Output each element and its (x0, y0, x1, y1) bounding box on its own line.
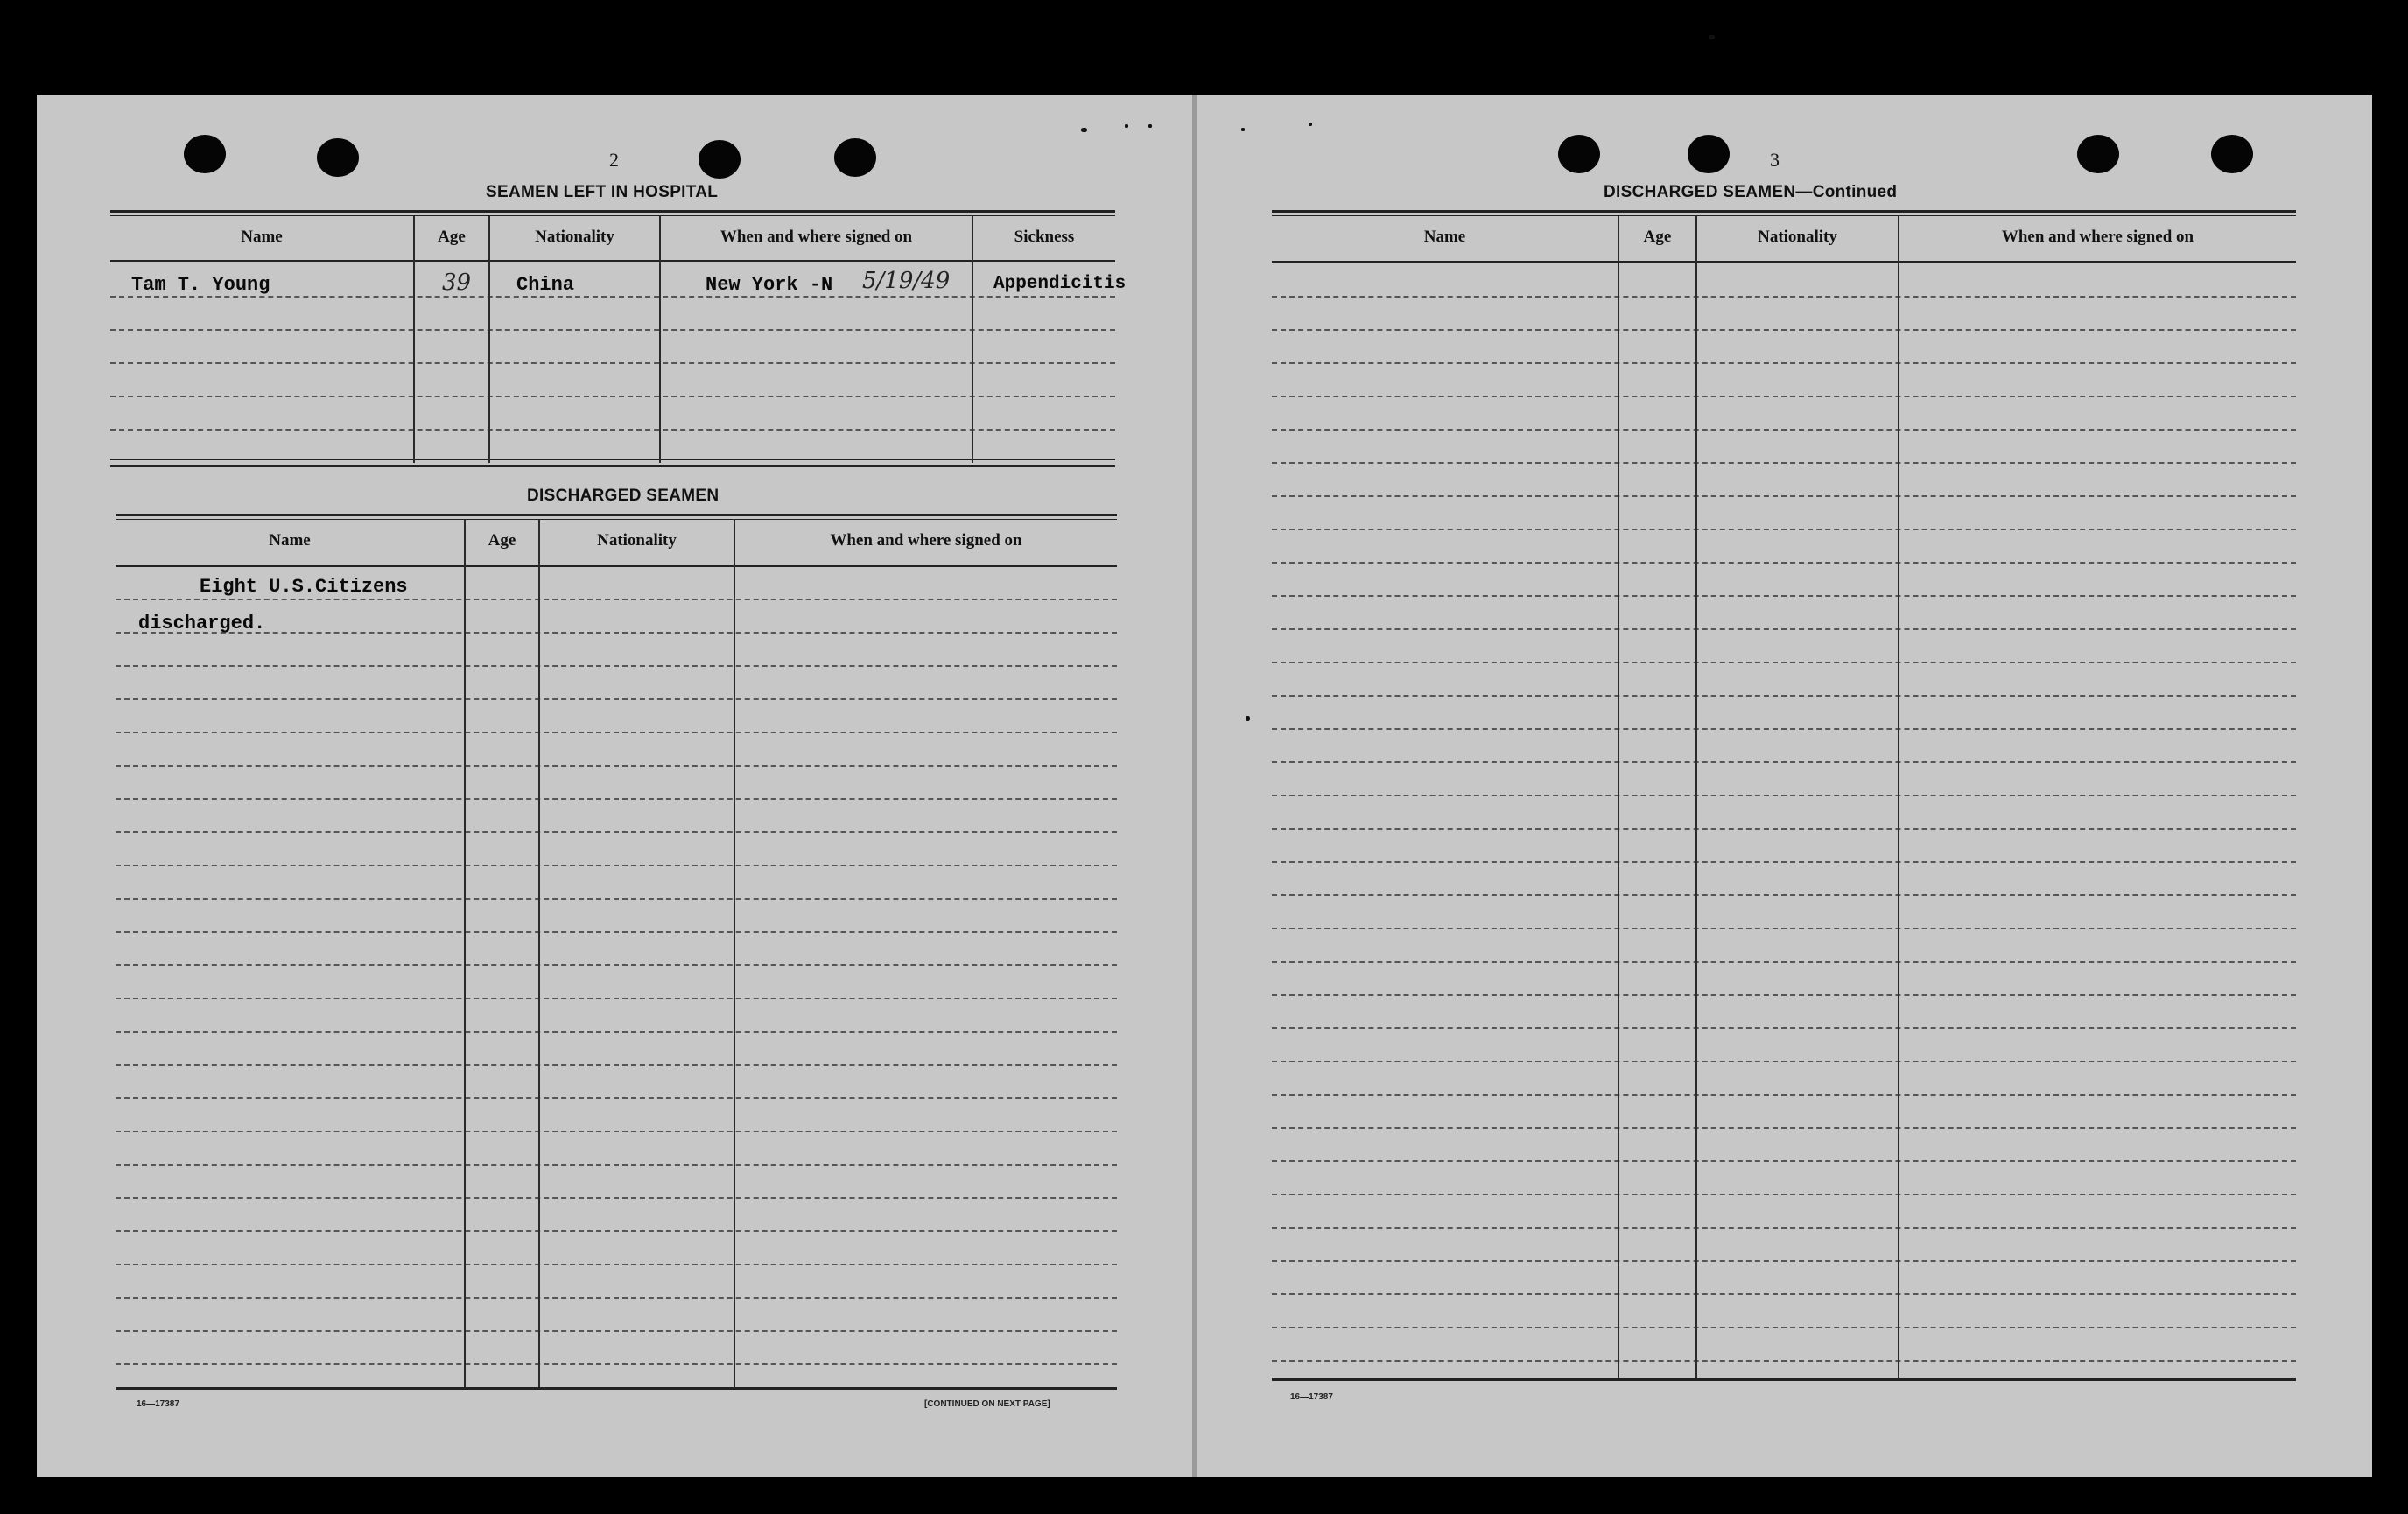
entry-line (1272, 662, 2296, 663)
discharged-continued-title: DISCHARGED SEAMEN—Continued (1604, 183, 1898, 201)
header-nationality: Nationality (597, 531, 677, 550)
entry-line (1272, 761, 2296, 763)
punch-hole (1558, 135, 1600, 173)
header-name: Name (269, 531, 311, 550)
hospital-entry-sickness: Appendicitis (993, 274, 1127, 294)
entry-line (1272, 296, 2296, 298)
entry-line (1272, 1027, 2296, 1029)
header-name: Name (1423, 228, 1466, 246)
column-divider (972, 216, 973, 463)
header-rule (1272, 261, 2296, 263)
column-divider (734, 520, 735, 1387)
column-divider (1618, 216, 1619, 1378)
punch-hole (1688, 135, 1730, 173)
scan-speck (1148, 124, 1152, 128)
entry-line (116, 1064, 1117, 1066)
entry-line (116, 1097, 1117, 1099)
entry-line (1272, 396, 2296, 397)
table-top-rule (1272, 210, 2296, 213)
table-top-rule (110, 215, 1115, 216)
entry-line (116, 765, 1117, 767)
entry-line (116, 732, 1117, 733)
hospital-section-title: SEAMEN LEFT IN HOSPITAL (486, 183, 719, 201)
page-number-left: 2 (609, 149, 619, 171)
hospital-entry-date: 5/19/49 (862, 268, 951, 294)
entry-line (1272, 329, 2296, 331)
entry-line (1272, 429, 2296, 431)
entry-line (1272, 1260, 2296, 1262)
entry-line (1272, 1194, 2296, 1195)
entry-line (1272, 1061, 2296, 1062)
hospital-entry-nationality: China (516, 274, 575, 296)
page-fold (1192, 95, 1197, 1477)
header-age: Age (1643, 228, 1672, 246)
entry-line (116, 1363, 1117, 1365)
entry-line (110, 329, 1115, 331)
entry-line (1272, 795, 2296, 796)
entry-line (1272, 362, 2296, 364)
scan-speck (1125, 124, 1128, 128)
header-sickness: Sickness (1014, 228, 1075, 246)
table-bottom-rule (110, 465, 1115, 467)
form-number-right: 16—17387 (1290, 1392, 1333, 1402)
scan-speck (1241, 128, 1245, 131)
entry-line (1272, 961, 2296, 963)
form-number-left: 16—17387 (137, 1399, 179, 1409)
entry-line (116, 1297, 1117, 1299)
table-bottom-rule (110, 459, 1115, 460)
header-nationality: Nationality (535, 228, 614, 246)
entry-line (116, 1230, 1117, 1232)
entry-line (1272, 1327, 2296, 1328)
entry-line (116, 865, 1117, 866)
entry-line (116, 998, 1117, 999)
entry-line (1272, 1127, 2296, 1129)
entry-line (1272, 1293, 2296, 1295)
scan-speck (1246, 716, 1250, 721)
entry-line (116, 1197, 1117, 1199)
column-divider (488, 216, 490, 463)
entry-line (1272, 1227, 2296, 1229)
entry-line (1272, 994, 2296, 996)
entry-line (1272, 861, 2296, 863)
entry-line (1272, 894, 2296, 896)
punch-hole (184, 135, 226, 173)
entry-line (116, 1031, 1117, 1033)
entry-line (1272, 628, 2296, 630)
entry-line (116, 798, 1117, 800)
entry-line (116, 1264, 1117, 1265)
entry-line (1272, 1160, 2296, 1162)
header-signed-on: When and where signed on (2001, 228, 2194, 246)
entry-line (116, 831, 1117, 833)
punch-hole (317, 138, 359, 177)
header-rule (116, 565, 1117, 567)
scan-speck (1081, 128, 1087, 132)
header-nationality: Nationality (1758, 228, 1837, 246)
table-top-rule (116, 514, 1117, 516)
entry-line (1272, 928, 2296, 929)
table-bottom-rule (1272, 1378, 2296, 1381)
entry-line (1272, 562, 2296, 564)
entry-line (1272, 495, 2296, 497)
scan-speck (1709, 35, 1715, 39)
punch-hole (2211, 135, 2253, 173)
table-top-rule (1272, 215, 2296, 216)
entry-line (110, 396, 1115, 397)
ledger-sheet (37, 95, 2372, 1477)
entry-line (1272, 1360, 2296, 1362)
punch-hole (834, 138, 876, 177)
header-rule (110, 260, 1115, 262)
punch-hole (2077, 135, 2119, 173)
table-bottom-rule (116, 1387, 1117, 1390)
entry-line (110, 362, 1115, 364)
header-age: Age (488, 531, 516, 550)
header-signed-on: When and where signed on (830, 531, 1022, 550)
hospital-entry-name: Tam T. Young (131, 274, 270, 296)
discharged-note-line2: discharged. (138, 613, 266, 634)
continued-note: [CONTINUED ON NEXT PAGE] (924, 1399, 1050, 1409)
entry-line (110, 296, 1115, 298)
hospital-entry-place: New York -N (706, 274, 833, 296)
entry-line (116, 898, 1117, 900)
entry-line (1272, 595, 2296, 597)
discharged-section-title: DISCHARGED SEAMEN (527, 487, 720, 505)
table-top-rule (110, 210, 1115, 213)
column-divider (464, 520, 466, 1387)
entry-line (1272, 828, 2296, 830)
column-divider (1898, 216, 1899, 1378)
header-name: Name (241, 228, 283, 246)
scan-speck (1309, 123, 1312, 126)
entry-line (116, 632, 1117, 634)
entry-line (116, 964, 1117, 966)
entry-line (110, 429, 1115, 431)
header-signed-on: When and where signed on (720, 228, 913, 246)
header-age: Age (438, 228, 466, 246)
page-number-right: 3 (1770, 149, 1780, 171)
entry-line (116, 1164, 1117, 1166)
column-divider (659, 216, 661, 463)
entry-line (116, 599, 1117, 600)
entry-line (1272, 728, 2296, 730)
column-divider (1695, 216, 1697, 1378)
entry-line (116, 698, 1117, 700)
punch-hole (699, 140, 741, 179)
table-top-rule (116, 519, 1117, 520)
column-divider (413, 216, 415, 463)
entry-line (116, 1131, 1117, 1132)
entry-line (1272, 529, 2296, 530)
discharged-note-line1: Eight U.S.Citizens (200, 576, 408, 598)
entry-line (116, 665, 1117, 667)
entry-line (116, 1330, 1117, 1332)
entry-line (116, 931, 1117, 933)
entry-line (1272, 1094, 2296, 1096)
entry-line (1272, 695, 2296, 697)
column-divider (538, 520, 540, 1387)
entry-line (1272, 462, 2296, 464)
hospital-entry-age: 39 (442, 270, 472, 296)
